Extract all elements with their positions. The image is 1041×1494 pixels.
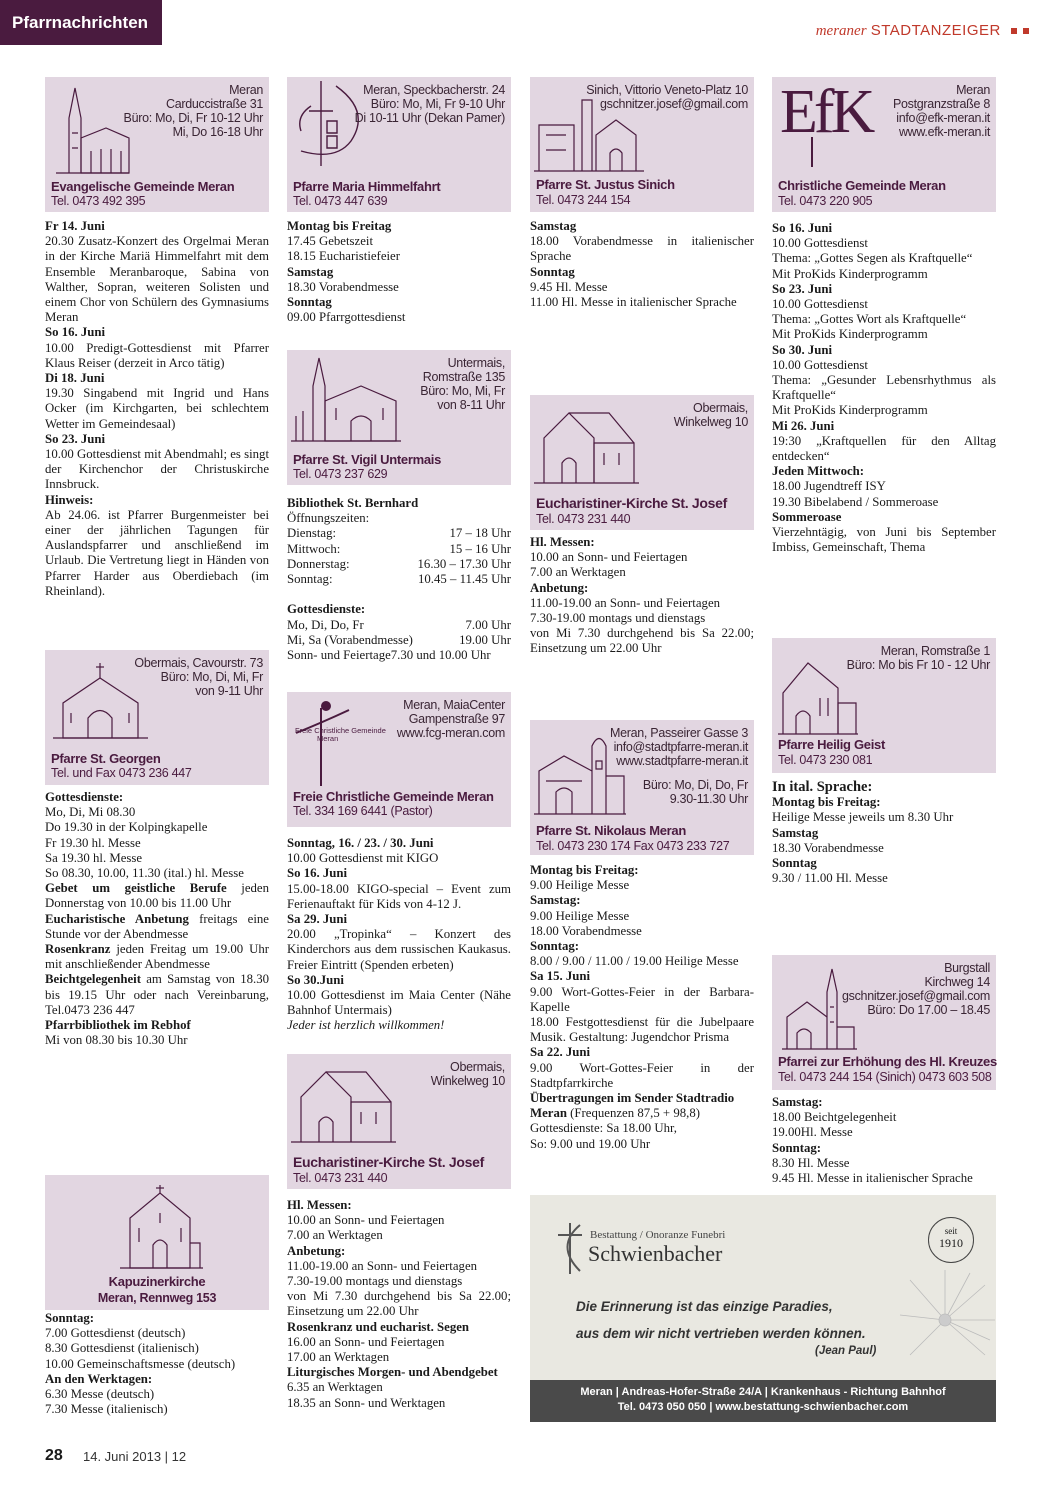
church-drawing-icon: [291, 1062, 396, 1147]
st-georgen-schedule: [45, 790, 269, 1048]
text-line: Mit ProKids Kinderprogramm: [772, 327, 928, 342]
text-line: 10.00 Gottesdienst mit Abendmahl; es singt der Kirchenchor der Christuskirche Innsbruck.: [45, 447, 269, 492]
text-line: Samstag: [287, 264, 334, 279]
text-line: Jeden Mittwoch:: [772, 464, 865, 479]
st-nikolaus-name: Pfarre St. Nikolaus Meran: [536, 823, 686, 838]
st-justus-schedule: [530, 219, 754, 310]
st-nikolaus-tel: Tel. 0473 230 174 Fax 0473 233 727: [536, 839, 730, 853]
st-georgen-name: Pfarre St. Georgen: [51, 751, 161, 766]
efk-name: Christliche Gemeinde Meran: [778, 178, 946, 193]
text-line: Thema: „Gottes Segen als Kraftquelle“: [772, 251, 973, 266]
text-line: 9.45 Hl. Messe in italienischer Sprache: [772, 1171, 973, 1186]
ad-brand: Schwienbacher: [588, 1241, 723, 1266]
st-josef-schedule: [530, 535, 754, 657]
kapuzinerkirche-address: Meran, Rennweg 153: [97, 1291, 217, 1305]
st-vigil-name: Pfarre St. Vigil Untermais: [293, 452, 442, 467]
vigil-library-sub: Öffnungszeiten:: [287, 511, 370, 526]
st-josef-address: Obermais, Winkelweg 10: [673, 401, 748, 429]
text-line: Samstag:: [772, 1095, 823, 1109]
text-line: 19.30 Singabend mit Ingrid und Hans Ocker (im Kirchgarten, bei schlechtem Wetter im Gemeindesaal): [45, 386, 269, 431]
vigil-services-title: Gottesdienste:: [287, 602, 366, 617]
text-line: 15.00-18.00 KIGO-special – Event zum Ferienauftakt für Kids von 4-12 J.: [287, 881, 511, 911]
table-row: Dienstag: 17 – 18 Uhr: [287, 526, 511, 541]
text-line: von Mi 7.30 durchgehend bis Sa 22.00; Einsetzung um 22.00 Uhr: [287, 1289, 511, 1319]
efk-logo: EfK: [780, 78, 872, 146]
text-line: So 30. Juni: [772, 342, 833, 357]
church-drawing-icon: [51, 83, 131, 178]
st-nikolaus-address: Meran, Passeirer Gasse 3 info@stadtpfarre-meran.it www.stadtpfarre-meran.it Büro: Mo, Di, Do, Fr 9.30-11.30 Uhr: [610, 726, 748, 806]
text-line: Sonntag:: [530, 939, 580, 954]
st-josef-schedule-2: [287, 1198, 511, 1411]
st-justus-name: Pfarre St. Justus Sinich: [536, 177, 675, 192]
st-josef-tel-2: Tel. 0473 231 440: [293, 1171, 388, 1185]
heilig-geist-box: [772, 638, 996, 773]
st-nikolaus-schedule: [530, 863, 754, 1152]
masthead: [816, 22, 1029, 40]
text-line: Hl. Messen:: [530, 535, 595, 549]
fcg-schedule: [287, 836, 511, 1034]
text-line: Anbetung:: [287, 1243, 346, 1258]
issue-date: 14. Juni 2013 | 12: [83, 1449, 187, 1464]
maria-himmelfahrt-address: Meran, Speckbacherstr. 24 Büro: Mo, Mi, Fr 9-10 Uhr Di 10-11 Uhr (Dekan Pamer): [354, 83, 505, 125]
text-line: 9.00 Heilige Messe: [530, 908, 630, 923]
text-line: 9.00 Wort-Gottes-Feier in der Stadtpfarrkirche: [530, 1060, 754, 1090]
fcg-name: Freie Christliche Gemeinde Meran: [293, 789, 494, 804]
text-line: Sa 15. Juni: [530, 969, 591, 984]
hl-kreuz-schedule: [772, 1095, 996, 1186]
text-line: 19.00Hl. Messe: [772, 1125, 853, 1140]
text-line: So: 9.00 und 19.00 Uhr: [530, 1136, 651, 1151]
fcg-logo-icon: [291, 698, 371, 788]
text-line: Sa 29. Juni: [287, 912, 348, 927]
text-line: 11.00 Hl. Messe in italienischer Sprache: [530, 295, 737, 310]
st-vigil-schedule: [287, 496, 511, 663]
efk-schedule: [772, 221, 996, 555]
efk-box: [772, 77, 996, 212]
church-drawing-icon: [115, 1183, 205, 1271]
text-line: 20.30 Zusatz-Konzert des Orgelmai Meran in der Kirche Mariä Himmelfahrt mit dem Ensemble Meranbaroque, Sabina von Walther, Sopran, weiteren Solisten und einem Chor von Schülern des Gymnasiums Meran: [45, 234, 269, 325]
text-line: Mi 26. Juni: [772, 418, 835, 433]
ad-contact-bar: Meran | Andreas-Hofer-Straße 24/A | Krankenhaus - Richtung Bahnhof Tel. 0473 050 050 | www.bestattung-schwienbacher.com: [530, 1380, 996, 1422]
text-line: 10.00 Gemeinschaftsmesse (deutsch): [45, 1356, 236, 1371]
text-line: 9.00 Wort-Gottes-Feier in der Barbara-Kapelle: [530, 984, 754, 1014]
text-line: Thema: „Gesunder Lebensrhythmus als Kraftquelle“: [772, 373, 996, 403]
efk-address: Meran Postgranzstraße 8 info@efk-meran.it www.efk-meran.it: [892, 83, 990, 139]
text-line: Mo, Di, Mi 08.30: [45, 805, 136, 820]
text-line: 10.00 Gottesdienst im Maia Center (Nähe Bahnhof Untermais): [287, 988, 511, 1018]
efk-tel: Tel. 0473 220 905: [778, 194, 873, 208]
text-line: 7.00 an Werktagen: [287, 1228, 383, 1243]
heilig-geist-address: Meran, Romstraße 1 Büro: Mo bis Fr 10 - 12 Uhr: [846, 644, 990, 672]
text-line: Mi von 08.30 bis 10.30 Uhr: [45, 1033, 188, 1048]
st-josef-name-2: Eucharistiner-Kirche St. Josef: [293, 1154, 484, 1170]
text-line: 18.30 Vorabendmesse: [287, 279, 399, 294]
text-line: 18.30 Vorabendmesse: [772, 840, 884, 855]
text-line: In ital. Sprache:: [772, 779, 873, 795]
evangelische-tel: Tel. 0473 492 395: [51, 194, 146, 208]
text-line: Meran (Frequenzen 87,5 + 98,8): [530, 1106, 700, 1121]
table-row: Mi, Sa (Vorabendmesse) 19.00 Uhr: [287, 632, 511, 647]
text-line: Hinweis:: [45, 492, 94, 507]
text-line: Sonntag:: [772, 1140, 822, 1155]
evangelische-gemeinde-box: [45, 77, 269, 212]
st-georgen-box: [45, 650, 269, 785]
text-line: Gottesdienste:: [45, 790, 124, 804]
text-line: Di 18. Juni: [45, 371, 105, 386]
text-line: 17.45 Gebetszeit: [287, 234, 373, 249]
text-line: So 23. Juni: [45, 431, 106, 446]
text-line: 10.00 Gottesdienst: [772, 357, 868, 372]
table-row: Mittwoch: 15 – 16 Uhr: [287, 541, 511, 556]
st-vigil-tel: Tel. 0473 237 629: [293, 467, 388, 481]
text-line: Ab 24.06. ist Pfarrer Burgenmeister bei einer der jährlichen Tagungen für Auslandspfarrer und anschließend im Urlaub. Die Vertretung liegt in Händen von Pfarrer Harder aus Oberdiebach (im Rheinland).: [45, 507, 269, 598]
ad-subtitle: Bestattung / Onoranze Funebri: [590, 1229, 726, 1241]
text-line: 10.00 an Sonn- und Feiertagen: [287, 1213, 445, 1228]
st-josef-box-2: [287, 1054, 511, 1189]
text-line: 16.00 an Sonn- und Feiertagen: [287, 1334, 445, 1349]
evangelische-name: Evangelische Gemeinde Meran: [51, 179, 235, 194]
text-line: 18.00 Festgottesdienst für die Jubelpaare Musik. Gestaltung: Jugendchor Prisma: [530, 1015, 754, 1045]
text-line: 7.30-19.00 montags und dienstags: [287, 1274, 463, 1289]
maria-himmelfahrt-box: [287, 77, 511, 212]
text-line: 19:30 „Kraftquellen für den Alltag entdecken“: [772, 433, 996, 464]
text-line: Liturgisches Morgen- und Abendgebet: [287, 1365, 498, 1380]
church-drawing-icon: [291, 356, 401, 446]
maria-himmelfahrt-schedule: [287, 219, 511, 325]
st-vigil-address: Untermais, Romstraße 135 Büro: Mo, Mi, Fr von 8-11 Uhr: [420, 356, 505, 412]
text-line: Sa 22. Juni: [530, 1045, 591, 1060]
text-line: So 23. Juni: [772, 281, 833, 296]
st-josef-address-2: Obermais, Winkelweg 10: [430, 1060, 505, 1088]
ad-seal: seit 1910: [928, 1217, 974, 1263]
maria-himmelfahrt-name: Pfarre Maria Himmelfahrt: [293, 179, 441, 194]
st-georgen-address: Obermais, Cavourstr. 73 Büro: Mo, Di, Mi, Fr von 9-11 Uhr: [134, 656, 263, 698]
text-line: 7.00 Gottesdienst (deutsch): [45, 1326, 186, 1341]
evangelische-schedule: [45, 219, 269, 599]
efk-cross-icon: [802, 137, 822, 167]
fcg-address: Meran, MaiaCenter Gampenstraße 97 www.fcg-meran.com: [396, 698, 505, 740]
text-line: Samstag:: [530, 893, 581, 908]
st-justus-box: [530, 77, 754, 212]
text-line: 10.00 Predigt-Gottesdienst mit Pfarrer Klaus Reiser (derzeit in Arco tätig): [45, 340, 269, 370]
text-line: Anbetung:: [530, 580, 589, 595]
heilig-geist-name: Pfarre Heilig Geist: [778, 737, 886, 752]
hl-kreuz-box: [772, 955, 996, 1090]
table-row: Sonntag: 10.45 – 11.45 Uhr: [287, 572, 511, 587]
text-line: Do 19.30 in der Kolpingkapelle: [45, 820, 208, 835]
text-line: Eucharistische Anbetung freitags eine Stunde vor der Abendmesse: [45, 911, 269, 941]
text-line: Montag bis Freitag: [287, 219, 392, 233]
text-line: Thema: „Gottes Wort als Kraftquelle“: [772, 312, 967, 327]
text-line: Mit ProKids Kinderprogramm: [772, 403, 928, 418]
text-line: 10.00 Gottesdienst: [772, 236, 868, 251]
st-vigil-box: [287, 350, 511, 485]
text-line: 19.30 Bibelabend / Sommeroase: [772, 494, 939, 509]
text-line: 10.00 an Sonn- und Feiertagen: [530, 550, 688, 565]
text-line: 18.15 Eucharistiefeier: [287, 249, 400, 264]
text-line: 8.00 / 9.00 / 11.00 / 19.00 Heilige Messe: [530, 954, 739, 969]
text-line: 11.00-19.00 an Sonn- und Feiertagen: [530, 595, 721, 610]
text-line: 18.00 Vorabendmesse in italienischer Sprache: [530, 234, 754, 264]
text-line: Samstag: [530, 219, 577, 233]
masthead-square: [1023, 28, 1029, 34]
text-line: 09.00 Pfarrgottesdienst: [287, 310, 406, 325]
text-line: Samstag: [772, 825, 819, 840]
text-line: Beichtgelegenheit am Samstag von 18.30 bis 19.15 Uhr oder nach Vereinbarung, Tel.0473 236 447: [45, 972, 269, 1017]
text-line: Sonntag: [287, 295, 332, 310]
text-line: Montag bis Freitag:: [772, 795, 881, 810]
text-line: Sa 19.30 hl. Messe: [45, 850, 143, 865]
ad-quote-author: (Jean Paul): [815, 1345, 877, 1357]
text-line: An den Werktagen:: [45, 1371, 153, 1386]
text-line: So 30.Juni: [287, 972, 344, 987]
text-line: 18.35 an Sonn- und Werktagen: [287, 1395, 446, 1410]
kapuzinerkirche-box: [45, 1175, 269, 1310]
table-row: Sonn- und Feiertage7.30 und 10.00 Uhr: [287, 648, 491, 663]
text-line: Sonntag:: [45, 1311, 95, 1325]
text-line: 18.00 Vorabendmesse: [530, 923, 642, 938]
hl-kreuz-address: Burgstall Kirchweg 14 gschnitzer.josef@gmail.com Büro: Do 17.00 – 18.45: [841, 961, 990, 1017]
text-line: Montag bis Freitag:: [530, 863, 639, 877]
text-line: 7.30 Messe (italienisch): [45, 1402, 168, 1417]
hl-kreuz-tel: Tel. 0473 244 154 (Sinich) 0473 603 508: [778, 1070, 992, 1084]
text-line: 9.45 Hl. Messe: [530, 279, 608, 294]
text-line: 6.30 Messe (deutsch): [45, 1387, 155, 1402]
text-line: Rosenkranz und eucharist. Segen: [287, 1319, 470, 1334]
text-line: Sonntag: [530, 264, 575, 279]
dandelion-icon: [890, 1265, 996, 1375]
st-josef-tel: Tel. 0473 231 440: [536, 512, 631, 526]
text-line: Sonntag: [772, 856, 817, 871]
st-georgen-tel: Tel. und Fax 0473 236 447: [51, 766, 192, 780]
text-line: Fr 19.30 hl. Messe: [45, 835, 141, 850]
masthead-square: [1011, 28, 1017, 34]
text-line: 6.35 an Werktagen: [287, 1380, 383, 1395]
text-line: 20.00 „Tropinka“ – Konzert des Kinderchors aus dem russischen Kaukasus. Freier Eintritt (Spenden erbeten): [287, 927, 511, 972]
text-line: 9.00 Heilige Messe: [530, 878, 630, 893]
text-line: Rosenkranz jeden Freitag um 19.00 Uhr mit anschließender Abendmesse: [45, 942, 269, 972]
heilig-geist-schedule: [772, 780, 996, 886]
text-line: Pfarrbibliothek im Rebhof: [45, 1018, 191, 1033]
kapuzinerkirche-name: Kapuzinerkirche: [108, 1274, 206, 1289]
text-line: Fr 14. Juni: [45, 219, 105, 233]
st-nikolaus-box: [530, 720, 754, 855]
section-tab: Pfarrnachrichten: [0, 0, 162, 45]
text-line: 7.30-19.00 montags und dienstags: [530, 611, 706, 626]
heilig-geist-tel: Tel. 0473 230 081: [778, 753, 873, 767]
text-line: Heilige Messe jeweils um 8.30 Uhr: [772, 810, 954, 825]
st-josef-name: Eucharistiner-Kirche St. Josef: [536, 495, 727, 511]
st-josef-box: [530, 395, 754, 530]
text-line: 11.00-19.00 an Sonn- und Feiertagen: [287, 1258, 478, 1273]
cross-icon: [550, 1221, 590, 1276]
text-line: 10.00 Gottesdienst: [772, 297, 868, 312]
text-line: von Mi 7.30 durchgehend bis Sa 22.00; Einsetzung um 22.00 Uhr: [530, 626, 754, 656]
page-number: 28: [45, 1447, 63, 1464]
text-line: 18.00 Beichtgelegenheit: [772, 1110, 897, 1125]
text-line: Gottesdienste: Sa 18.00 Uhr,: [530, 1121, 677, 1136]
fcg-box: [287, 692, 511, 827]
fcg-logo-text: Freie Christliche Gemeinde Meran: [295, 726, 386, 743]
church-drawing-icon: [534, 403, 639, 488]
kapuzinerkirche-schedule: [45, 1311, 269, 1417]
vigil-library-title: Bibliothek St. Bernhard: [287, 496, 419, 510]
text-line: Mit ProKids Kinderprogramm: [772, 266, 928, 281]
text-line: Vierzehntägig, von Juni bis September Imbiss, Gemeinschaft, Thema: [772, 525, 996, 555]
ad-quote: Die Erinnerung ist das einzige Paradies, aus dem wir nicht vertrieben werden können.: [576, 1299, 866, 1341]
text-line: 9.30 / 11.00 Hl. Messe: [772, 871, 888, 886]
text-line: 10.00 Gottesdienst mit KIGO: [287, 851, 439, 866]
evangelische-address: Meran Carduccistraße 31 Büro: Mo, Di, Fr 10-12 Uhr Mi, Do 16-18 Uhr: [123, 83, 263, 139]
text-line: 7.00 an Werktagen: [530, 565, 626, 580]
hl-kreuz-name: Pfarrei zur Erhöhung des Hl. Kreuzes: [778, 1054, 997, 1069]
table-row: Donnerstag: 16.30 – 17.30 Uhr: [287, 556, 511, 571]
text-line: So 16. Juni: [287, 866, 348, 881]
text-line: Sonntag, 16. / 23. / 30. Juni: [287, 836, 434, 850]
text-line: Hl. Messen:: [287, 1198, 352, 1212]
fcg-tel: Tel. 334 169 6441 (Pastor): [293, 804, 433, 818]
text-line: Gebet um geistliche Berufe jeden Donnerstag von 10.00 bis 11.00 Uhr: [45, 881, 269, 911]
text-line: 8.30 Hl. Messe: [772, 1155, 850, 1170]
st-justus-address: Sinich, Vittorio Veneto-Platz 10 gschnitzer.josef@gmail.com: [586, 83, 748, 111]
text-line: Sommeroase: [772, 509, 842, 524]
text-line: 17.00 an Werktagen: [287, 1350, 390, 1365]
maria-himmelfahrt-tel: Tel. 0473 447 639: [293, 194, 388, 208]
text-line: Jeder ist herzlich willkommen!: [287, 1018, 445, 1033]
text-line: So 16. Juni: [772, 221, 833, 235]
masthead-meraner: meraner: [815, 23, 867, 39]
text-line: Übertragungen im Sender Stadtradio: [530, 1091, 735, 1106]
text-line: 8.30 Gottesdienst (italienisch): [45, 1341, 199, 1356]
text-line: 18.00 Jugendtreff ISY: [772, 479, 886, 494]
text-line: So 08.30, 10.00, 11.30 (ital.) hl. Messe: [45, 866, 244, 881]
schwienbacher-ad: [530, 1195, 996, 1422]
masthead-stadtanzeiger: STADTANZEIGER: [870, 22, 1001, 39]
text-line: So 16. Juni: [45, 325, 106, 340]
table-row: Mo, Di, Do, Fr 7.00 Uhr: [287, 617, 511, 632]
st-justus-tel: Tel. 0473 244 154: [536, 193, 631, 207]
